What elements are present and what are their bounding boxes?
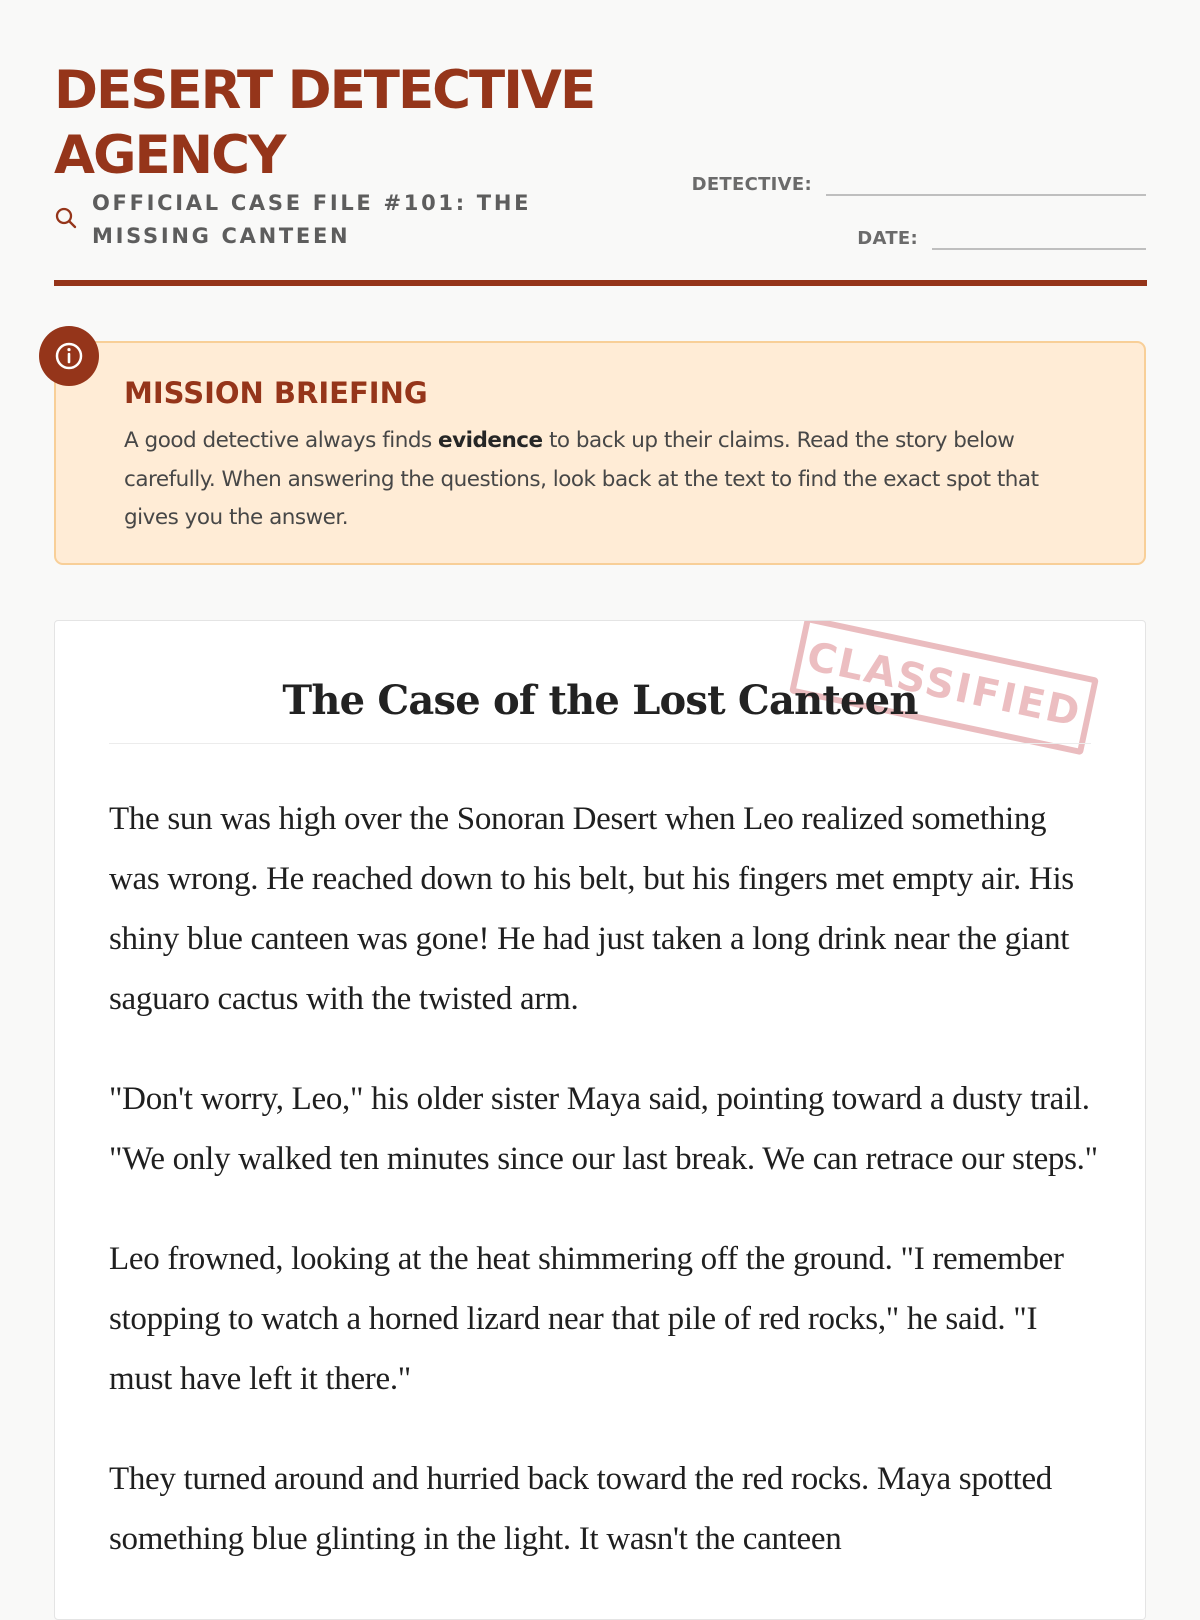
briefing-text-end: to back up their claims. Read the story below carefully. When answering the questions, look back at the text to find the exact spot that gives you the answer. bbox=[124, 428, 1039, 530]
date-input[interactable] bbox=[932, 224, 1146, 250]
detective-label: DETECTIVE: bbox=[691, 174, 812, 195]
briefing-text bbox=[124, 422, 1094, 538]
case-file-line bbox=[54, 187, 644, 253]
title-divider bbox=[109, 743, 1091, 744]
detective-field-row bbox=[692, 170, 1146, 196]
story-paragraph: The sun was high over the Sonoran Desert when Leo realized something was wrong. He reached down to his belt, but his fingers met empty air. His shiny blue canteen was gone! He had just taken a long drink near the giant saguaro cactus with the twisted arm. bbox=[109, 801, 1074, 1017]
date-label: DATE: bbox=[857, 228, 918, 249]
case-file-title: OFFICIAL CASE FILE #101: THE MISSING CANTEEN bbox=[92, 191, 532, 248]
story-paragraph: Leo frowned, looking at the heat shimmering off the ground. "I remember stopping to watch a horned lizard near that pile of red rocks," he said. "I must have left it there." bbox=[109, 1241, 1064, 1397]
agency-title: DESERT DETECTIVE AGENCY bbox=[54, 60, 595, 186]
case-header bbox=[54, 58, 1146, 249]
date-field-row bbox=[857, 224, 1146, 250]
classified-stamp: CLASSIFIED bbox=[789, 620, 1099, 755]
briefing-emphasis: evidence bbox=[438, 428, 543, 453]
detective-input[interactable] bbox=[826, 170, 1146, 196]
story-body bbox=[109, 789, 1099, 1609]
briefing-text-start: A good detective always finds bbox=[124, 428, 439, 453]
info-icon-glyph bbox=[53, 340, 85, 372]
briefing-title: MISSION BRIEFING bbox=[124, 376, 428, 410]
story-paragraph: "Don't worry, Leo," his older sister Maya said, pointing toward a dusty trail. "We only walked ten minutes since our last break. We can retrace our steps." bbox=[109, 1081, 1098, 1177]
header-divider bbox=[54, 280, 1147, 286]
story-paragraph: They turned around and hurried back toward the red rocks. Maya spotted something blue glinting in the light. It wasn't the canteen bbox=[109, 1461, 1053, 1557]
search-icon bbox=[54, 206, 78, 230]
mission-briefing-box bbox=[54, 341, 1146, 565]
story-card bbox=[54, 620, 1146, 1620]
info-icon bbox=[39, 326, 99, 386]
story-title: The Case of the Lost Canteen bbox=[282, 677, 918, 724]
